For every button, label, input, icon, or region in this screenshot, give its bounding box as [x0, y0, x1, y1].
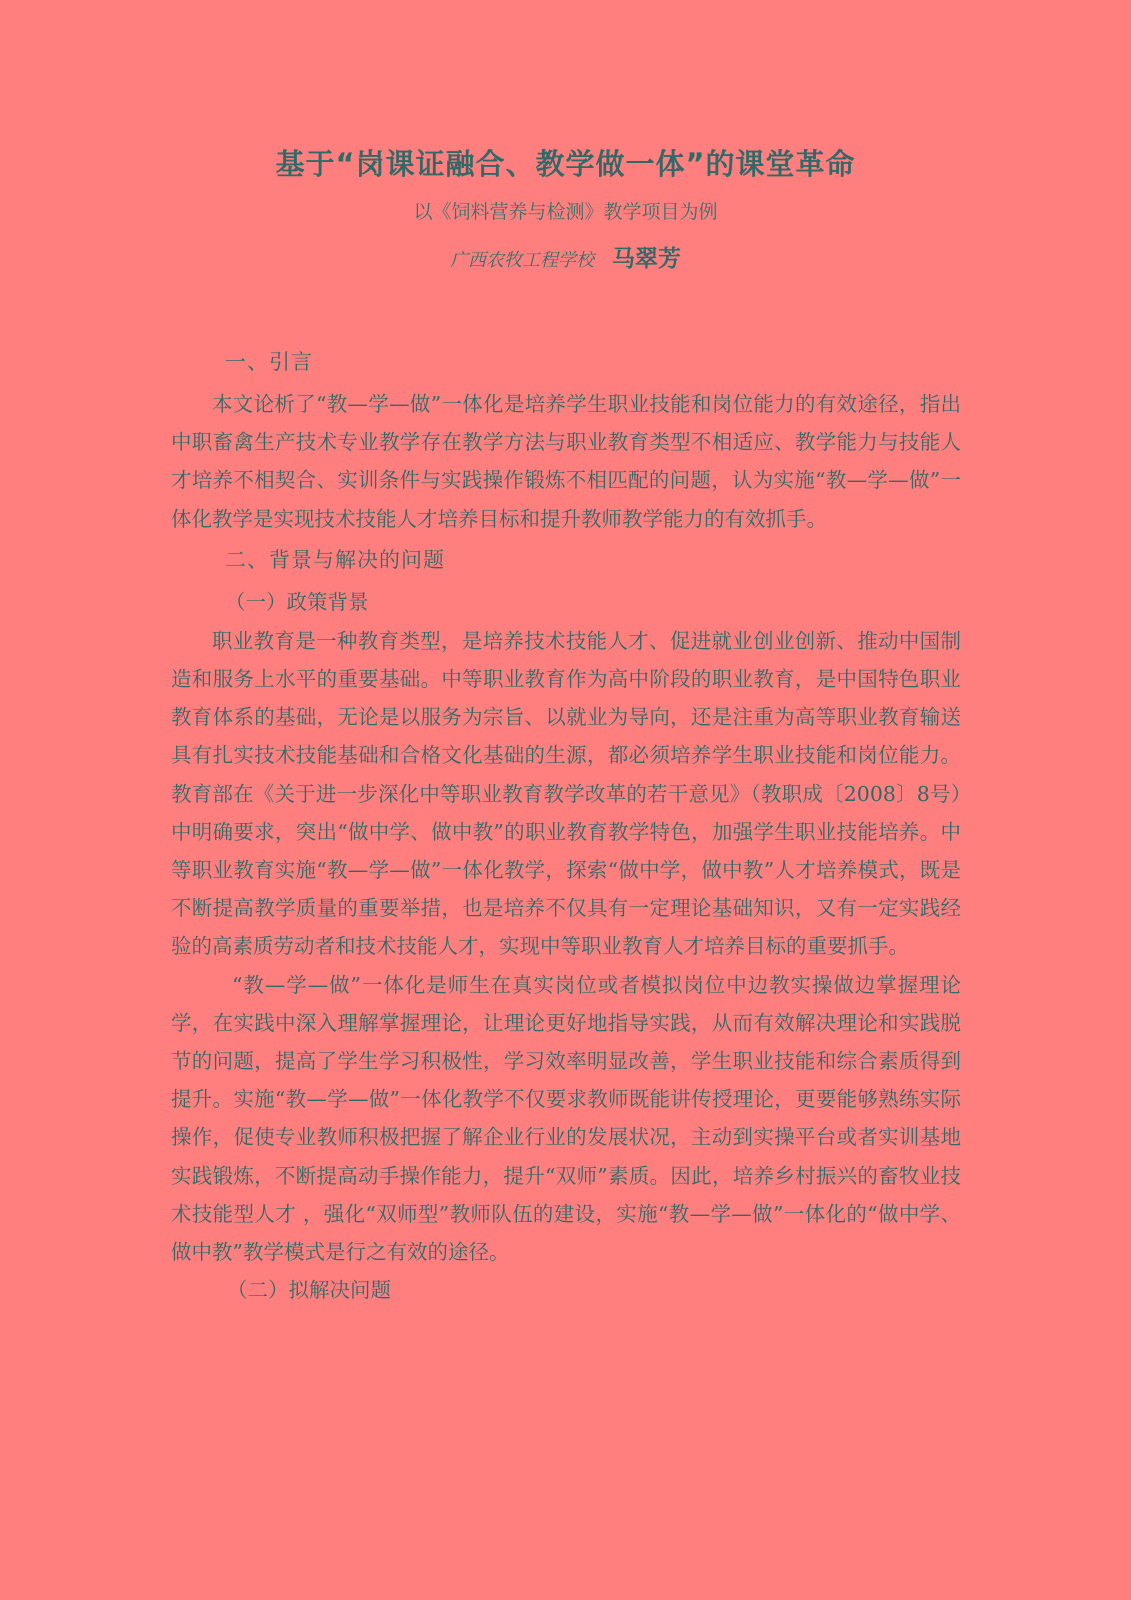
paragraph: 职业教育是一种教育类型，是培养技术技能人才、促进就业创业创新、推动中国制造和服务上水平的重要基础。中等职业教育作为高中阶段的职业教育，是中国特色职业教育体系的基础，无论是以服务为宗旨、以就业为导向，还是注重为高等职业教育输送具有扎实技术技能基础和合格文化基础的生源，都必须培养学生职业技能和岗位能力。教育部在《关于进一步深化中等职业教育教学改革的若干意见》（教职成〔2008〕8号）中明确要求，突出“做中学、做中教”的职业教育教学特色，加强学生职业技能培养。中等职业教育实施“教—学—做”一体化教学，探索“做中学，做中教”人才培养模式，既是不断提高教学质量的重要举措，也是培养不仅具有一定理论基础知识，又有一定实践经验的高素质劳动者和技术技能人才，实现中等职业教育人才培养目标的重要抓手。: [171, 628, 961, 959]
affiliation: 广西农牧工程学校: [450, 250, 594, 271]
paragraph: 本文论析了“教—学—做”一体化是培养学生职业技能和岗位能力的有效途径，指出中职畜禽生产技术专业教学存在教学方法与职业教育类型不相适应、教学能力与技能人才培养不相契合、实训条件与实践操作锻炼不相匹配的问题，认为实施“教—学—做”一体化教学是实现技术技能人才培养目标和提升教师教学能力的有效抓手。: [171, 392, 961, 531]
author-name: 马翠芳: [612, 246, 681, 272]
document-body: [171, 343, 961, 1309]
document-subtitle: 以《饲料营养与检测》教学项目为例: [413, 201, 718, 223]
section-heading-introduction: 一、引言: [225, 350, 313, 374]
document-title: 基于“岗课证融合、教学做一体”的课堂革命: [275, 147, 856, 181]
byline: [0, 240, 1131, 273]
subsection-heading-policy: （一）政策背景: [225, 589, 369, 614]
subsection-heading-problems: （二）拟解决问题: [227, 1278, 391, 1303]
section-heading-background: 二、背景与解决的问题: [225, 547, 445, 572]
paragraph: “教—学—做”一体化是师生在真实岗位或者模拟岗位中边教实操做边掌握理论学，在实践中深入理解掌握理论，让理论更好地指导实践，从而有效解决理论和实践脱节的问题，提高了学生学习积极性，学习效率明显改善，学生职业技能和综合素质得到提升。实施“教—学—做”一体化教学不仅要求教师既能讲传授理论，更要能够熟练实际操作，促使专业教师积极把握了解企业行业的发展状况，主动到实操平台或者实训基地实践锻炼，不断提高动手操作能力，提升“双师”素质。因此，培养乡村振兴的畜牧业技术技能型人才 ，强化“双师型”教师队伍的建设，实施“教—学—做”一体化的“做中学、做中教”教学模式是行之有效的途径。: [171, 972, 961, 1265]
